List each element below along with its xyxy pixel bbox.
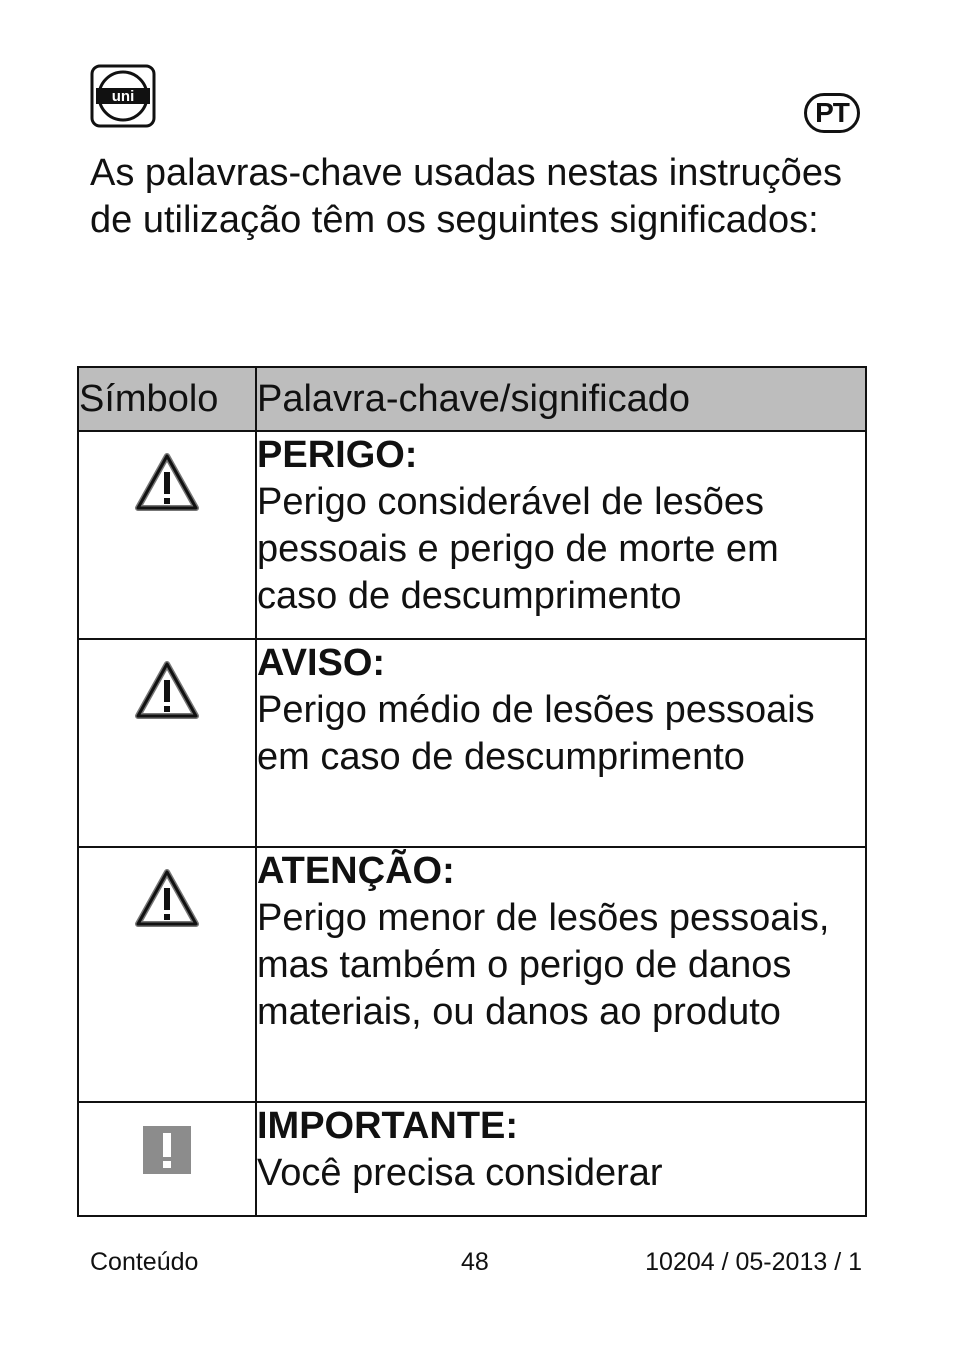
keyword-label: IMPORTANTE:: [257, 1105, 519, 1147]
keyword-description: Perigo considerável de lesões pessoais e perigo de morte em caso de descumprimento: [257, 481, 779, 617]
document-id: 10204 / 05-2013 / 1: [645, 1248, 862, 1276]
header-symbol: Símbolo: [78, 367, 256, 431]
keyword-label: AVISO:: [257, 642, 386, 684]
language-badge-label: PT: [815, 97, 849, 128]
intro-text: As palavras-chave usadas nestas instruções de utilização têm os seguintes significados:: [90, 152, 842, 241]
keyword-label: PERIGO:: [257, 434, 418, 476]
warning-triangle-icon: [134, 452, 200, 512]
page-footer: [90, 1248, 862, 1278]
warning-triangle-icon: [134, 868, 200, 928]
keyword-table: [77, 366, 867, 1217]
table-row: [78, 1102, 866, 1216]
table-row: [78, 431, 866, 639]
svg-text:uni: uni: [111, 88, 135, 105]
keyword-cell: [256, 847, 866, 1102]
footer-contents-link[interactable]: Conteúdo: [90, 1248, 199, 1276]
table-row: [78, 639, 866, 847]
keyword-description: Você precisa considerar: [257, 1152, 663, 1194]
page-number: 48: [461, 1248, 489, 1276]
keyword-description: Perigo médio de lesões pessoais em caso de descumprimento: [257, 689, 815, 778]
symbol-cell: [78, 431, 256, 639]
keyword-label: ATENÇÃO:: [257, 850, 455, 892]
exclamation-square-icon: [142, 1125, 192, 1175]
warning-triangle-icon: [134, 660, 200, 720]
uni-logo: [90, 64, 156, 128]
language-badge: [804, 93, 860, 133]
keyword-description: Perigo menor de lesões pessoais, mas também o perigo de danos materiais, ou danos ao produto: [257, 897, 830, 1033]
table-header-row: [78, 367, 866, 431]
symbol-cell: [78, 847, 256, 1102]
keyword-cell: [256, 1102, 866, 1216]
header-keyword: Palavra-chave/significado: [256, 367, 866, 431]
symbol-cell: [78, 639, 256, 847]
table-row: [78, 847, 866, 1102]
keyword-cell: [256, 431, 866, 639]
symbol-cell: [78, 1102, 256, 1216]
keyword-cell: [256, 639, 866, 847]
